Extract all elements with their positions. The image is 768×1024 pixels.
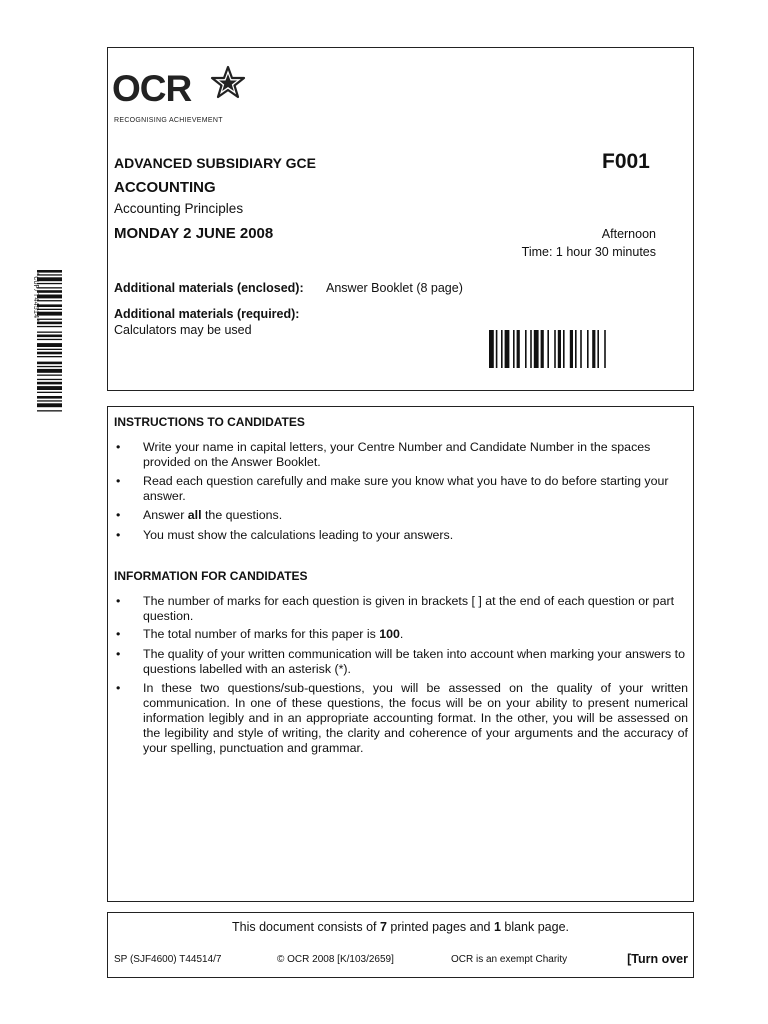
information-text: The quality of your written communication will be taken into account when marking your answers to questions labelled with an asterisk (*). xyxy=(143,647,686,676)
barcode-bar xyxy=(517,330,520,368)
copyright-notice: © OCR 2008 [K/103/2659] xyxy=(277,954,394,965)
blank-pages-count: 1 xyxy=(493,920,501,934)
unit-title: Accounting Principles xyxy=(114,201,244,216)
paper-reference: SP (SJF4600) T44514/7 xyxy=(114,954,222,965)
barcode-bar xyxy=(37,309,62,310)
barcode-bar xyxy=(37,386,62,390)
barcode-bar xyxy=(37,339,62,340)
barcode-bar xyxy=(37,319,62,320)
instruction-text: You must show the calculations leading to your answers. xyxy=(143,528,454,542)
information-text-part: The total number of marks for this paper is xyxy=(143,627,380,641)
instruction-text: Read each question carefully and make sure you know what you have to do before starting your answer. xyxy=(143,474,669,503)
exam-date: MONDAY 2 JUNE 2008 xyxy=(114,225,274,242)
paper-code: F001 xyxy=(602,150,650,173)
bullet: • xyxy=(116,528,121,542)
barcode-bar xyxy=(37,352,62,355)
star-icon xyxy=(210,65,246,101)
barcode-bar xyxy=(592,330,595,368)
bullet: • xyxy=(116,440,121,454)
barcode-bar xyxy=(37,382,62,385)
barcode-bar xyxy=(563,330,565,368)
barcode-bar xyxy=(489,330,494,368)
materials-required-value: Calculators may be used xyxy=(114,323,252,337)
instruction-text-part: Answer xyxy=(143,508,188,522)
barcode-bar xyxy=(604,330,606,368)
barcode-bar xyxy=(570,330,573,368)
exam-session: Afternoon xyxy=(601,227,656,241)
barcode-bar xyxy=(575,330,577,368)
barcode-bar xyxy=(534,330,539,368)
barcode-bar xyxy=(554,330,556,368)
instruction-emphasis: all xyxy=(187,508,202,522)
barcode-bar xyxy=(37,304,62,307)
barcode-bar xyxy=(37,396,62,399)
barcode-bar xyxy=(530,330,532,368)
barcode-bar xyxy=(37,287,62,288)
information-text: The number of marks for each question is given in brackets [ ] at the end of each question or part question. xyxy=(143,594,675,623)
barcode-bar xyxy=(37,274,62,275)
barcode-bar xyxy=(37,400,62,401)
barcode-bar xyxy=(37,277,62,281)
barcode-bar xyxy=(513,330,515,368)
barcode-bar xyxy=(37,322,62,325)
instruction-text-part: the questions. xyxy=(201,508,283,522)
barcode-bar xyxy=(37,290,62,293)
barcode-bar xyxy=(37,362,62,365)
information-text xyxy=(143,627,688,642)
barcode-bar xyxy=(558,330,561,368)
barcode-bar xyxy=(37,403,62,407)
bullet: • xyxy=(116,647,121,661)
barcode-bar xyxy=(37,312,62,316)
barcode-bar xyxy=(37,332,62,333)
barcode-bar xyxy=(37,375,62,376)
barcode-bar xyxy=(501,330,503,368)
turn-over-label: [Turn over xyxy=(627,952,688,966)
instruction-text xyxy=(143,508,688,523)
bullet: • xyxy=(116,594,121,608)
information-text-part: . xyxy=(399,627,404,641)
bullet: • xyxy=(116,681,121,695)
barcode-bar xyxy=(37,356,62,357)
side-barcode-graphic xyxy=(28,270,62,412)
information-emphasis: 100 xyxy=(379,627,400,641)
information-text: In these two questions/sub-questions, you will be assessed on the quality of your written communication. In one of these questions, the focus will be on your ability to present numerical information legibly and in an appropriate accounting format. In the other, you will be assessed on the legibility and style of writing, the clarity and coherence of your arguments and the accuracy of your spelling, punctuation and grammar. xyxy=(143,681,688,755)
barcode-bar xyxy=(37,300,62,301)
barcode-bar xyxy=(496,330,498,368)
materials-enclosed-label: Additional materials (enclosed): xyxy=(114,281,304,295)
materials-enclosed-value: Answer Booklet (8 page) xyxy=(326,281,463,295)
instructions-title: INSTRUCTIONS TO CANDIDATES xyxy=(114,415,305,429)
barcode-bar xyxy=(541,330,544,368)
barcode-bar xyxy=(525,330,527,368)
barcode-bar xyxy=(597,330,599,368)
barcode-bar xyxy=(37,335,62,338)
subject-title: ACCOUNTING xyxy=(114,179,216,196)
page-count-text: blank page. xyxy=(500,920,570,934)
barcode-bar xyxy=(37,326,62,327)
page-count-note xyxy=(107,920,694,934)
information-title: INFORMATION FOR CANDIDATES xyxy=(114,569,308,583)
barcode-bar xyxy=(587,330,589,368)
barcode-bar xyxy=(37,343,62,347)
qualification: ADVANCED SUBSIDIARY GCE xyxy=(114,155,316,171)
exam-duration: Time: 1 hour 30 minutes xyxy=(521,245,656,259)
barcode-bar xyxy=(37,392,62,393)
page-count-text: This document consists of xyxy=(231,920,380,934)
bullet: • xyxy=(116,627,121,641)
main-barcode-graphic xyxy=(489,330,673,368)
logo-tagline: RECOGNISING ACHIEVEMENT xyxy=(114,117,223,124)
side-barcode xyxy=(28,270,62,412)
barcode-bar xyxy=(37,283,62,284)
bullet: • xyxy=(116,508,121,522)
instruction-text: Write your name in capital letters, your Centre Number and Candidate Number in the spaces provided on the Answer Booklet. xyxy=(143,440,651,469)
logo-text: OCR xyxy=(112,68,192,109)
barcode-bar xyxy=(37,369,62,373)
barcode-bar xyxy=(37,270,62,273)
barcode-bar xyxy=(37,379,62,380)
printed-pages-count: 7 xyxy=(379,920,387,934)
bullet: • xyxy=(116,474,121,488)
charity-notice: OCR is an exempt Charity xyxy=(451,954,568,965)
barcode-bar xyxy=(580,330,582,368)
barcode-bar xyxy=(505,330,510,368)
barcode-bar xyxy=(37,366,62,367)
barcode-bar xyxy=(37,410,62,411)
main-barcode xyxy=(489,330,673,368)
side-barcode-text: *CUP/T44514* xyxy=(31,272,39,323)
barcode-bar xyxy=(37,349,62,350)
barcode-bar xyxy=(547,330,549,368)
page-count-text: printed pages and xyxy=(386,920,494,934)
barcode-bar xyxy=(37,295,62,299)
materials-required-label: Additional materials (required): xyxy=(114,307,300,321)
